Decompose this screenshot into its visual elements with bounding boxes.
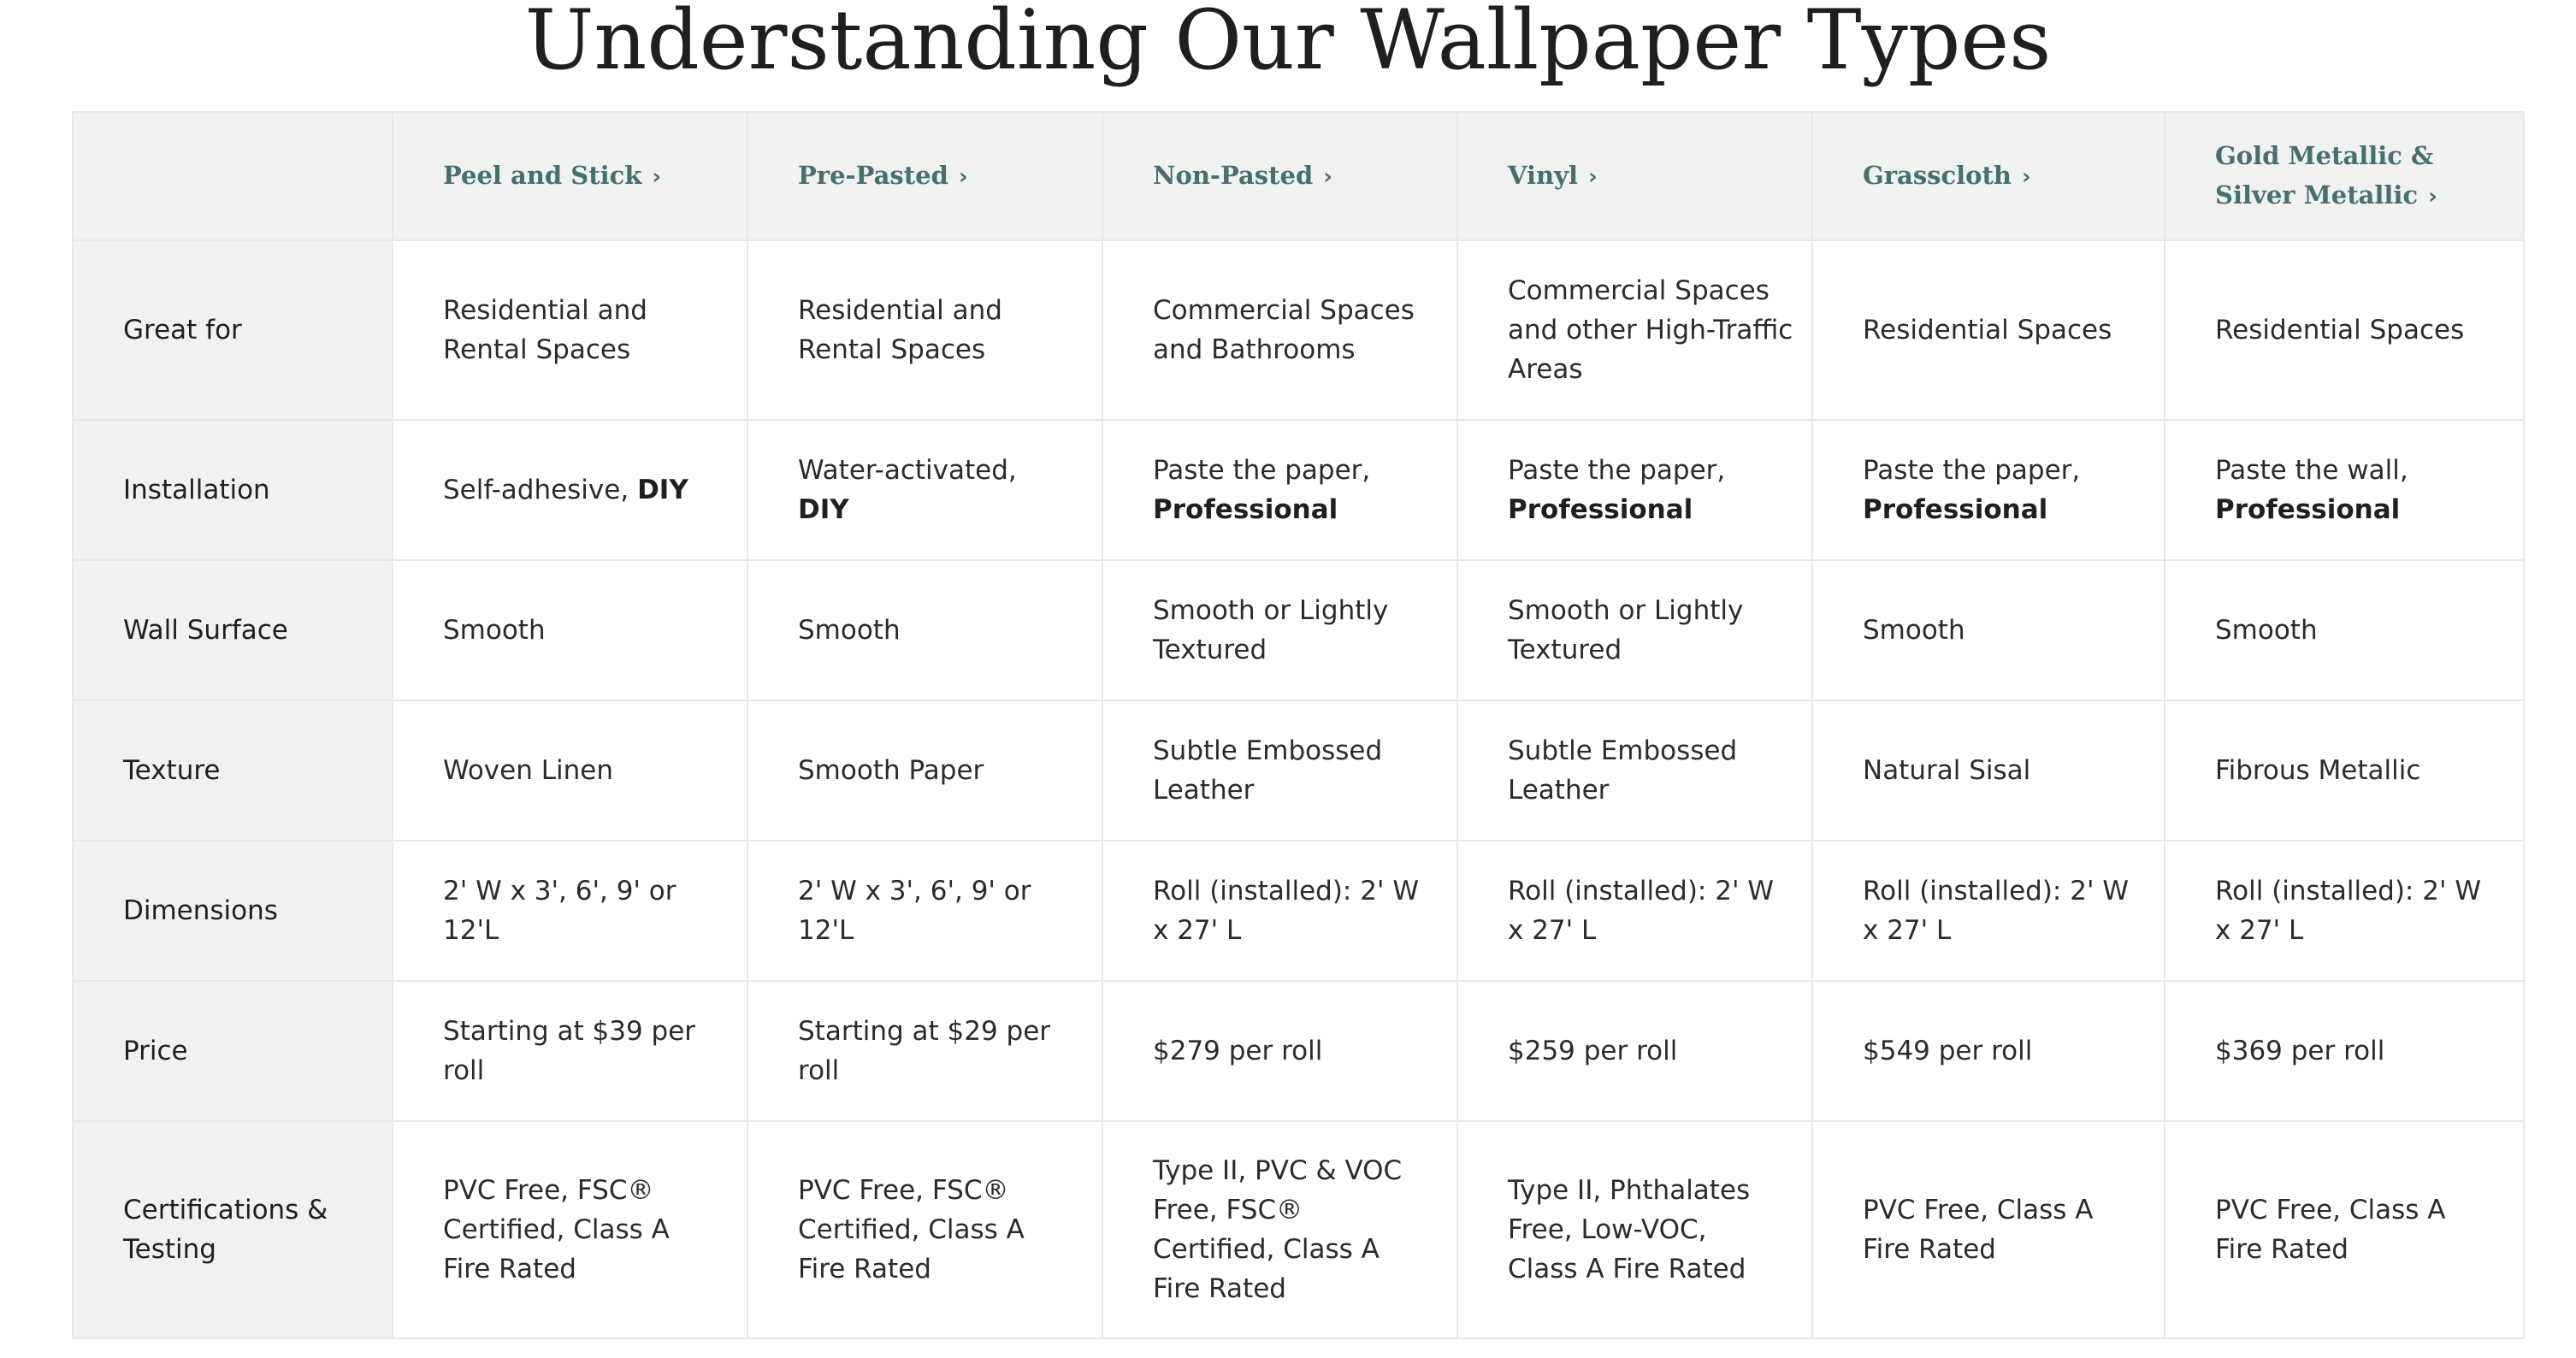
table-cell (1812, 1121, 2165, 1338)
cell-text-regular: Paste the paper, (1863, 455, 2081, 486)
cell-text: Smooth (2215, 615, 2318, 646)
column-header-vinyl (1457, 112, 1812, 240)
cell-text: Fibrous Metallic (2215, 755, 2421, 786)
table-cell (2165, 420, 2524, 560)
cell-text: PVC Free, Class A Fire Rated (2215, 1195, 2446, 1265)
pre-pasted-label: Pre-Pasted (798, 161, 948, 190)
cell-text: PVC Free, FSC® Certified, Class A Fire Rated (443, 1175, 670, 1284)
cell-text: Roll (installed): 2' W x 27' L (1153, 876, 1419, 946)
table-cell (1102, 560, 1457, 700)
cell-text: Residential Spaces (1863, 315, 2112, 345)
table-cell (1102, 981, 1457, 1121)
table-cell (2165, 560, 2524, 700)
header-corner-cell (73, 112, 393, 240)
table-cell (1102, 240, 1457, 420)
table-cell (747, 240, 1102, 420)
cell-text (1863, 455, 2080, 525)
table-cell (2165, 240, 2524, 420)
cell-text: Smooth or Lightly Textured (1153, 595, 1389, 665)
table-cell (2165, 1121, 2524, 1338)
table-cell (747, 981, 1102, 1121)
chevron-right-icon: › (958, 164, 968, 190)
cell-text (2215, 455, 2408, 525)
table-row (73, 700, 2524, 841)
chevron-right-icon: › (1323, 164, 1332, 190)
vinyl-link[interactable] (1508, 161, 1598, 190)
vinyl-label: Vinyl (1508, 161, 1578, 190)
cell-text: Smooth (1863, 615, 1965, 646)
table-cell (747, 700, 1102, 841)
metallic-label: Gold Metallic & Silver Metallic (2215, 141, 2434, 210)
cell-text-bold: DIY (798, 494, 849, 525)
table-cell (2165, 700, 2524, 841)
row-label-great-for: Great for (73, 240, 393, 420)
cell-text-regular: Water-activated, (798, 455, 1017, 486)
column-header-peel-and-stick (393, 112, 747, 240)
grasscloth-link[interactable] (1863, 161, 2031, 190)
table-cell (1812, 700, 2165, 841)
table-cell (393, 560, 747, 700)
table-cell (1812, 560, 2165, 700)
table-cell (1457, 240, 1812, 420)
non-pasted-label: Non-Pasted (1153, 161, 1314, 190)
table-cell (747, 420, 1102, 560)
wallpaper-comparison-table (72, 111, 2525, 1339)
peel-and-stick-label: Peel and Stick (443, 161, 642, 190)
cell-text-bold: Professional (1153, 494, 1338, 525)
cell-text: Starting at $29 per roll (798, 1016, 1051, 1086)
cell-text: Smooth or Lightly Textured (1508, 595, 1744, 665)
cell-text-regular: Paste the wall, (2215, 455, 2408, 486)
page-title: Understanding Our Wallpaper Types (524, 0, 2052, 88)
cell-text: Type II, PVC & VOC Free, FSC® Certified, Class A Fire Rated (1153, 1155, 1403, 1304)
table-cell (747, 841, 1102, 981)
chevron-right-icon: › (652, 164, 662, 190)
table-cell (1457, 981, 1812, 1121)
table-cell (747, 1121, 1102, 1338)
cell-text: Commercial Spaces and other High-Traffic Areas (1508, 275, 1793, 385)
table-row (73, 981, 2524, 1121)
column-header-pre-pasted (747, 112, 1102, 240)
cell-text: Smooth (798, 615, 901, 646)
table-cell (2165, 841, 2524, 981)
cell-text: 2' W x 3', 6', 9' or 12'L (798, 876, 1031, 946)
table-cell (747, 560, 1102, 700)
table-cell (1457, 841, 1812, 981)
row-label-wall-surface: Wall Surface (73, 560, 393, 700)
cell-text: Type II, Phthalates Free, Low-VOC, Class A Fire Rated (1508, 1175, 1751, 1284)
table-cell (1812, 420, 2165, 560)
cell-text: $369 per roll (2215, 1036, 2385, 1066)
table-cell (1457, 420, 1812, 560)
cell-text: $279 per roll (1153, 1036, 1323, 1066)
cell-text: Starting at $39 per roll (443, 1016, 696, 1086)
column-header-grasscloth (1812, 112, 2165, 240)
cell-text: Woven Linen (443, 755, 613, 786)
cell-text: 2' W x 3', 6', 9' or 12'L (443, 876, 676, 946)
cell-text: Roll (installed): 2' W x 27' L (1863, 876, 2129, 946)
table-cell (1812, 841, 2165, 981)
table-row (73, 841, 2524, 981)
cell-text-bold: DIY (637, 475, 688, 505)
cell-text-bold: Professional (1863, 494, 2048, 525)
cell-text: Subtle Embossed Leather (1508, 735, 1738, 806)
table-cell (1457, 1121, 1812, 1338)
cell-text: $259 per roll (1508, 1036, 1678, 1066)
pre-pasted-link[interactable] (798, 161, 968, 190)
table-cell (1457, 700, 1812, 841)
table-cell (393, 981, 747, 1121)
non-pasted-link[interactable] (1153, 161, 1332, 190)
cell-text-regular: Self-adhesive, (443, 475, 638, 505)
row-label-installation: Installation (73, 420, 393, 560)
table-cell (1457, 560, 1812, 700)
column-header-metallic (2165, 112, 2524, 240)
table-row (73, 1121, 2524, 1338)
chevron-right-icon: › (1587, 164, 1598, 190)
cell-text-bold: Professional (1508, 494, 1693, 525)
cell-text-bold: Professional (2215, 494, 2401, 525)
cell-text: Residential Spaces (2215, 315, 2465, 345)
row-label-price: Price (73, 981, 393, 1121)
chevron-right-icon: › (2022, 164, 2031, 190)
cell-text: $549 per roll (1863, 1036, 2033, 1066)
table-row (73, 240, 2524, 420)
row-label-texture: Texture (73, 700, 393, 841)
grasscloth-label: Grasscloth (1863, 161, 2012, 190)
cell-text: Smooth (443, 615, 546, 646)
table-cell (1812, 981, 2165, 1121)
cell-text: Smooth Paper (798, 755, 984, 786)
cell-text: Residential and Rental Spaces (443, 295, 647, 365)
cell-text: Roll (installed): 2' W x 27' L (1508, 876, 1774, 946)
table-cell (1102, 700, 1457, 841)
table-cell (393, 420, 747, 560)
table-cell (393, 841, 747, 981)
table-cell (393, 240, 747, 420)
metallic-link[interactable] (2215, 141, 2437, 210)
cell-text: Subtle Embossed Leather (1153, 735, 1383, 806)
cell-text (1508, 455, 1725, 525)
cell-text: PVC Free, Class A Fire Rated (1863, 1195, 2094, 1265)
table-cell (1812, 240, 2165, 420)
peel-and-stick-link[interactable] (443, 161, 661, 190)
table-cell (1102, 841, 1457, 981)
cell-text: PVC Free, FSC® Certified, Class A Fire Rated (798, 1175, 1025, 1284)
row-label-dimensions: Dimensions (73, 841, 393, 981)
cell-text-regular: Paste the paper, (1153, 455, 1371, 486)
table-cell (2165, 981, 2524, 1121)
table-row (73, 420, 2524, 560)
cell-text: Residential and Rental Spaces (798, 295, 1002, 365)
cell-text (443, 475, 688, 505)
row-label-certifications: Certifications & Testing (73, 1121, 393, 1338)
cell-text (1153, 455, 1370, 525)
table-cell (1102, 1121, 1457, 1338)
cell-text (798, 455, 1017, 525)
cell-text: Roll (installed): 2' W x 27' L (2215, 876, 2481, 946)
chevron-right-icon: › (2428, 184, 2437, 210)
cell-text: Natural Sisal (1863, 755, 2031, 786)
table-cell (1102, 420, 1457, 560)
table-cell (393, 700, 747, 841)
table-row (73, 560, 2524, 700)
table-cell (393, 1121, 747, 1338)
header-row (73, 112, 2524, 240)
cell-text-regular: Paste the paper, (1508, 455, 1726, 486)
column-header-non-pasted (1102, 112, 1457, 240)
cell-text: Commercial Spaces and Bathrooms (1153, 295, 1415, 365)
